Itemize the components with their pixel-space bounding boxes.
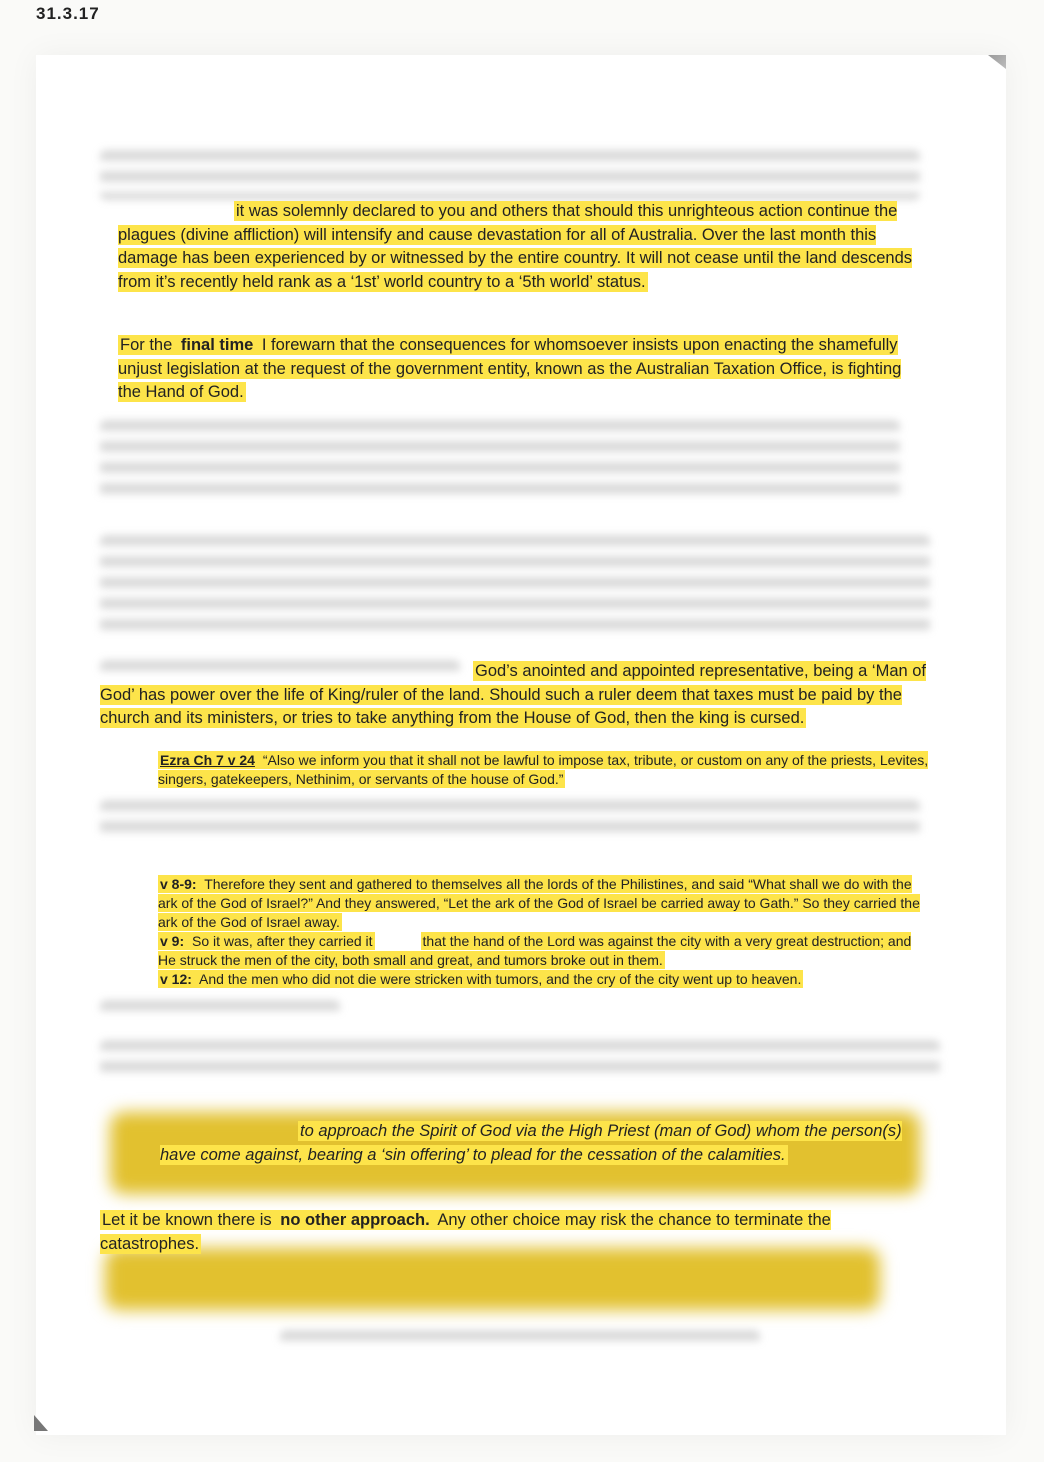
forewarning-lead: For the xyxy=(120,336,177,354)
forewarning-emphasis: final time xyxy=(180,336,254,354)
paragraph-forewarning xyxy=(118,334,918,405)
redacted-block-7 xyxy=(100,1040,940,1082)
verse-12-reference: v 12: xyxy=(160,971,192,987)
verse-9-text-b: that the hand of the Lord was against the city with a very great destruction; and He struck the men of the city, both small and great, and tumors broke out in them. xyxy=(158,933,912,968)
man-of-god-text: God’s anointed and appointed representative, being a ‘Man of God’ has power over the life of King/ruler of the land. Should such a ruler deem that taxes must be paid by the church and its ministers, or tries to take anything from the House of God, then the king is cursed. xyxy=(100,662,927,727)
approach-body: Any other choice may risk the chance to terminate the catastrophes. xyxy=(100,1211,831,1253)
paragraph-plagues-text: it was solemnly declared to you and others that should this unrighteous action continue the plagues (divine affliction) will intensify and cause devastation for all of Australia. Over the last month this damage has been experienced by or witnessed by the entire country. It will not cease until the land descends from it’s recently held rank as a ‘1st’ world country to a ‘5th world’ status. xyxy=(118,202,913,291)
verse-8-9-reference: v 8-9: xyxy=(160,876,197,892)
ezra-reference: Ezra Ch 7 v 24 xyxy=(160,752,255,768)
redacted-highlight-2 xyxy=(105,1248,880,1310)
paragraph-plagues xyxy=(118,200,933,294)
paragraph-sin-offering xyxy=(160,1120,910,1167)
redacted-block-3 xyxy=(100,535,930,635)
paragraph-no-other-approach xyxy=(100,1209,920,1256)
sin-offering-text: to approach the Spirit of God via the High Priest (man of God) whom the person(s) have come against, bearing a ‘sin offering’ to plead for the cessation of the calamities. xyxy=(160,1122,902,1164)
quote-ezra xyxy=(158,751,938,789)
verse-12-text: And the men who did not die were stricken with tumors, and the cry of the city went up to heaven. xyxy=(195,971,802,987)
verse-9-text-a: So it was, after they carried it xyxy=(188,933,373,949)
document-date: 31.3.17 xyxy=(36,4,100,23)
verse-8-9-text: Therefore they sent and gathered to themselves all the lords of the Philistines, and said “What shall we do with the ark of the God of Israel?” And they answered, “Let the ark of the God of Israel be carried away to Gath.” So they carried the ark of the God of Israel away. xyxy=(158,876,920,930)
approach-lead: Let it be known there is xyxy=(102,1211,277,1229)
ezra-text: “Also we inform you that it shall not be lawful to impose tax, tribute, or custom on any of the priests, Levites, singers, gatekeepers, Nethinim, or servants of the house of God.” xyxy=(158,752,929,787)
redacted-block-2 xyxy=(100,420,900,502)
redacted-block-top xyxy=(100,150,920,200)
approach-emphasis: no other approach. xyxy=(280,1211,430,1229)
quote-verses xyxy=(158,875,928,989)
verse-9-reference: v 9: xyxy=(160,933,185,949)
redacted-block-8 xyxy=(280,1330,760,1348)
redacted-block-5 xyxy=(100,800,920,842)
paragraph-man-of-god xyxy=(100,660,935,731)
forewarning-body: I forewarn that the consequences for whomsoever insists upon enacting the shamefully unjust legislation at the request of the government entity, known as the Australian Taxation Office, is fighting the Hand of God. xyxy=(118,336,902,401)
redacted-block-6 xyxy=(100,1000,340,1020)
